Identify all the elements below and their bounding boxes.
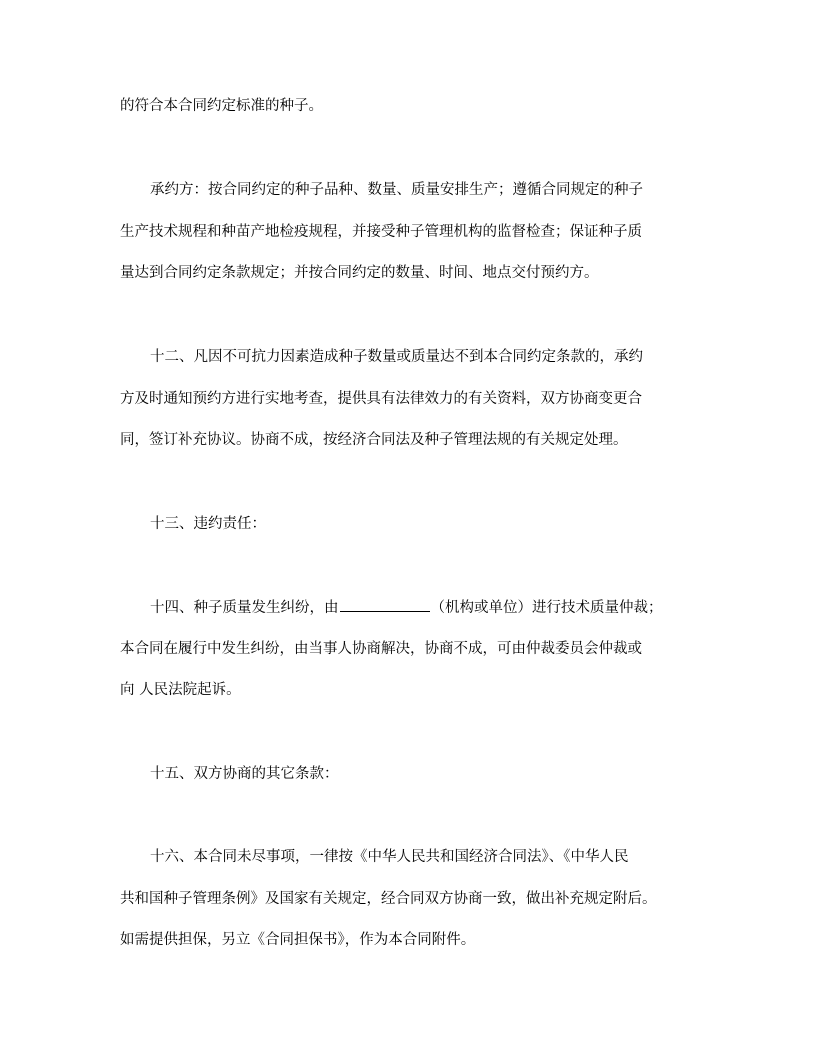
paragraph-text: （机构或单位）进行技术质量仲裁； bbox=[430, 600, 663, 616]
paragraph-line: 方及时通知预约方进行实地考查，提供具有法律效力的有关资料，双方协商变更合 bbox=[120, 391, 642, 407]
paragraph-line: 如需提供担保，另立《合同担保书》，作为本合同附件。 bbox=[120, 932, 476, 948]
paragraph-line: 的符合本合同约定标准的种子。 bbox=[120, 98, 323, 114]
paragraph-line: 量达到合同约定条款规定；并按合同约定的数量、时间、地点交付预约方。 bbox=[120, 265, 599, 281]
paragraph-line: 同，签订补充协议。协商不成，按经济合同法及种子管理法规的有关规定处理。 bbox=[120, 432, 628, 448]
paragraph-line: 本合同在履行中发生纠纷，由当事人协商解决，协商不成，可由仲裁委员会仲裁或 bbox=[120, 641, 642, 657]
fill-in-blank bbox=[340, 597, 430, 612]
paragraph-text: 十四、种子质量发生纠纷，由 bbox=[150, 600, 339, 616]
paragraph-line: 向 人民法院起诉。 bbox=[120, 682, 241, 698]
paragraph-line: 生产技术规程和种苗产地检疫规程，并接受种子管理机构的监督检查；保证种子质 bbox=[120, 224, 642, 240]
paragraph-line: 十六、本合同未尽事项，一律按《中华人民共和国经济合同法》、《中华人民 bbox=[150, 849, 629, 865]
section-heading: 十五、双方协商的其它条款： bbox=[150, 766, 339, 782]
section-heading: 十三、违约责任： bbox=[150, 516, 266, 532]
paragraph-line: 十二、凡因不可抗力因素造成种子数量或质量达不到本合同约定条款的，承约 bbox=[150, 349, 643, 365]
paragraph-line: 共和国种子管理条例》及国家有关规定，经合同双方协商一致，做出补充规定附后。 bbox=[120, 891, 657, 907]
paragraph-line bbox=[150, 597, 730, 618]
paragraph-line: 承约方：按合同约定的种子品种、数量、质量安排生产；遵循合同规定的种子 bbox=[150, 182, 643, 198]
